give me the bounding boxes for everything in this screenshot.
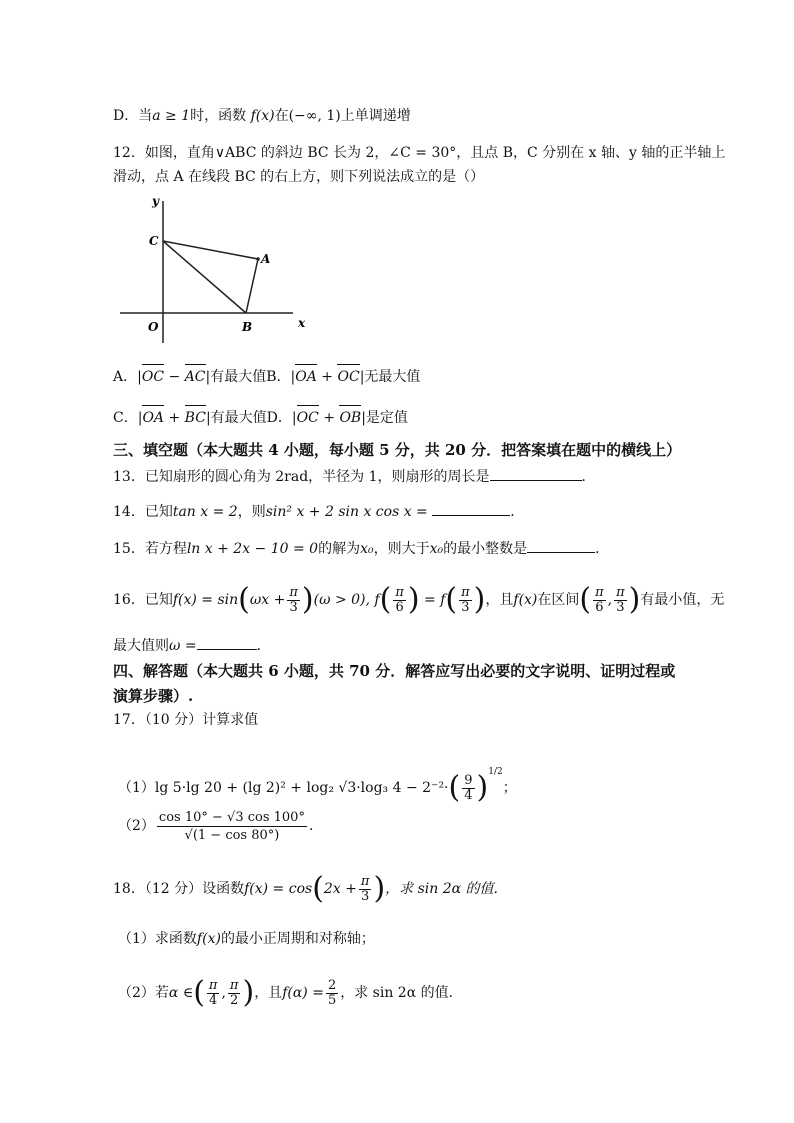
condition: a ≥ 1 xyxy=(152,108,191,124)
numerator: π xyxy=(289,584,298,600)
paren: ( xyxy=(448,770,461,805)
section-3-heading: 三、填空题（本大题共 4 小题，每小题 5 分，共 20 分．把答案填在题中的横线上） xyxy=(113,441,682,459)
vector: OA xyxy=(295,369,317,385)
operator: − xyxy=(168,369,181,385)
paren: ( xyxy=(445,582,458,617)
text: ． xyxy=(581,469,596,485)
option-b-text: |无最大值 xyxy=(359,369,421,385)
text: ，求 sin 2α 的值. xyxy=(340,985,454,1001)
answer-blank[interactable] xyxy=(490,466,582,481)
expression: f(α) = xyxy=(282,985,324,1001)
q17-title: 17．（10 分）计算求值 xyxy=(113,712,259,728)
vector: OC xyxy=(337,369,360,385)
answer-blank[interactable] xyxy=(432,501,510,516)
expression: = f xyxy=(424,592,446,608)
numerator: π xyxy=(229,977,239,993)
q18-title xyxy=(113,871,498,906)
point-a xyxy=(256,257,260,261)
option-a-text: |有最大值 xyxy=(205,369,267,385)
variable: x₀ xyxy=(429,541,444,557)
denominator: 6 xyxy=(595,599,604,615)
label-a: A xyxy=(261,252,271,266)
paren: ( xyxy=(312,871,324,906)
vector: OC xyxy=(141,369,165,385)
text: 在 xyxy=(274,108,289,124)
denominator: 4 xyxy=(464,787,473,803)
part-label: （1） xyxy=(118,931,155,947)
q14 xyxy=(113,501,524,522)
denominator: 4 xyxy=(209,992,218,1008)
segment-ca xyxy=(163,241,258,259)
option-d-label: D． xyxy=(266,410,292,426)
q12-stem-line1: 12．如图，直角∨ABC 的斜边 BC 长为 2，∠C = 30°，且点 B，C 分别在 x 轴、y 轴的正半轴上 xyxy=(113,145,726,161)
label-o: O xyxy=(148,320,159,334)
text: 时，函数 xyxy=(190,108,247,124)
part-label: （2） xyxy=(118,985,155,1001)
q15 xyxy=(113,538,609,559)
text: ，则大于 xyxy=(373,541,430,557)
text: 18．（12 分）设函数 xyxy=(113,881,245,897)
numerator: π xyxy=(461,584,470,600)
text: 在区间 xyxy=(537,592,580,608)
q13 xyxy=(113,466,596,487)
segment-ab xyxy=(246,259,258,313)
denominator: √(1 − cos 80°) xyxy=(184,827,280,843)
operator: + xyxy=(321,369,334,385)
segment-bc xyxy=(163,241,246,313)
label-y: y xyxy=(152,194,159,208)
fraction xyxy=(462,774,474,803)
function-f: f(x) xyxy=(250,108,275,124)
numerator: cos 10° − √3 cos 100° xyxy=(158,809,305,825)
text: 15．若方程 xyxy=(113,541,187,557)
text: 的最小正周期和对称轴； xyxy=(220,931,375,947)
variable: ω = xyxy=(169,638,197,654)
text: 16．已知 xyxy=(113,592,173,608)
exponent: 1/2 xyxy=(488,767,503,777)
equation: ln x + 2x − 10 = 0 xyxy=(186,541,319,557)
numerator: 2 xyxy=(327,977,337,993)
expression: ，求 sin 2α 的值. xyxy=(385,881,498,897)
text: 有最小值，无 xyxy=(640,592,725,608)
q11-option-d xyxy=(113,106,411,126)
paren: ) xyxy=(242,975,255,1010)
variable: x₀ xyxy=(360,541,374,557)
text: ，且 xyxy=(485,592,514,608)
text: 的解为 xyxy=(318,541,361,557)
text: ； xyxy=(502,780,517,796)
vector: OC xyxy=(296,410,319,426)
denominator: 3 xyxy=(361,888,370,904)
option-label: D．当 xyxy=(113,108,153,124)
text: 的最小整数是 xyxy=(443,541,528,557)
fraction xyxy=(326,979,338,1008)
q18-part2: （2）若α ∈( $\frac{\pi}{4}$ , $\frac{\pi}{2}$ )，且f(α) = $\frac{2}{5}$ ，求 sin 2α 的值. xyxy=(118,975,454,1010)
paren: ( xyxy=(238,582,250,617)
q18-part1 xyxy=(118,929,375,949)
paren: ) xyxy=(301,582,314,617)
expression: 2x + xyxy=(323,881,357,897)
expression: ωx + xyxy=(249,592,286,608)
numerator: 9 xyxy=(464,772,473,788)
condition: tan x = 2 xyxy=(172,504,238,520)
function-f: f(x) xyxy=(513,592,538,608)
text: ，则 xyxy=(237,504,266,520)
fraction xyxy=(614,586,627,615)
text: ． xyxy=(510,504,525,520)
text: 求函数 xyxy=(154,931,197,947)
fraction xyxy=(393,586,406,615)
function-f: f(x) xyxy=(196,931,221,947)
numerator: π xyxy=(616,584,625,600)
operator: + xyxy=(323,410,335,426)
option-c-text: |有最大值 xyxy=(205,410,267,426)
answer-blank[interactable] xyxy=(197,635,257,650)
text: ，且 xyxy=(254,985,283,1001)
vector: BC xyxy=(184,410,206,426)
paren: ) xyxy=(476,770,489,805)
numerator: π xyxy=(208,977,218,993)
q17-part2 xyxy=(118,808,313,844)
denominator: 3 xyxy=(616,599,625,615)
text: ． xyxy=(256,638,271,654)
label-x: x xyxy=(298,316,306,330)
numerator: π xyxy=(595,584,604,600)
expression: f(x) = cos xyxy=(244,881,313,897)
operator: + xyxy=(168,410,181,426)
part-label: （1） xyxy=(118,780,155,796)
text: 14．已知 xyxy=(113,504,173,520)
text: 最大值则 xyxy=(113,638,169,654)
answer-blank[interactable] xyxy=(527,538,595,553)
section-4-heading-line2: 演算步骤）. xyxy=(113,687,194,705)
fraction xyxy=(287,586,300,615)
paren: ) xyxy=(373,871,386,906)
q12-figure xyxy=(118,193,318,353)
vector: OA xyxy=(142,410,165,426)
q13-text: 13．已知扇形的圆心角为 2rad，半径为 1，则扇形的周长是 xyxy=(113,469,490,485)
text: ． xyxy=(595,541,610,557)
q16-line1: 16．已知f(x) = sin(ωx + $\frac{\pi}{3}$ )(ω > 0), f( $\frac{\pi}{6}$ ) = f( $\frac{\pi}{3}$ )，且f(x)在区间( $\frac{\pi}{6}$ , $\frac{\pi}{3}$ )有最小值，无 xyxy=(113,582,725,617)
option-b-label: B． xyxy=(266,369,291,385)
expression: (ω > 0), f xyxy=(313,592,380,608)
paren: ) xyxy=(407,582,420,617)
text: 若 xyxy=(154,985,169,1001)
paren: ) xyxy=(473,582,486,617)
q12-options-cd: C．|OA + BC|有最大值D．|OC + OB|是定值 xyxy=(113,410,408,426)
fraction xyxy=(157,809,307,844)
text: 上单调递增 xyxy=(340,108,411,124)
numerator: π xyxy=(395,584,404,600)
denominator: 5 xyxy=(327,992,337,1008)
fraction xyxy=(359,875,372,904)
paren: ( xyxy=(193,975,205,1010)
fraction xyxy=(593,586,606,615)
interval: (−∞, 1) xyxy=(288,108,341,124)
option-d-text: |是定值 xyxy=(361,410,408,426)
expression: sin² x + 2 sin x cos x = xyxy=(265,504,428,520)
paren: ) xyxy=(628,582,641,617)
part-label: （2） xyxy=(118,818,155,834)
paren: ( xyxy=(379,582,392,617)
q17-part1 xyxy=(118,757,517,803)
label-c: C xyxy=(149,234,159,248)
option-c-label: C． xyxy=(113,410,138,426)
text: . xyxy=(308,818,314,834)
fraction xyxy=(207,979,220,1008)
option-a-label: A． xyxy=(113,369,138,385)
expression: f(x) = sin xyxy=(172,592,239,608)
section-4-heading-line1: 四、解答题（本大题共 6 小题，共 70 分．解答应写出必要的文字说明、证明过程或 xyxy=(113,662,676,680)
fraction xyxy=(459,586,472,615)
denominator: 2 xyxy=(230,992,239,1008)
denominator: 3 xyxy=(461,599,470,615)
numerator: π xyxy=(360,873,370,889)
expression: α ∈ xyxy=(168,985,194,1001)
denominator: 6 xyxy=(395,599,404,615)
fraction xyxy=(228,979,241,1008)
denominator: 3 xyxy=(289,599,298,615)
expression: lg 5·lg 20 + (lg 2)² + log₂ √3·log₃ 4 − 2⁻²· xyxy=(154,780,449,796)
vector: OB xyxy=(339,410,362,426)
vector: AC xyxy=(184,369,206,385)
q12-stem-line2: 滑动，点 A 在线段 BC 的右上方，则下列说法成立的是（） xyxy=(113,169,485,185)
label-b: B xyxy=(242,320,253,334)
q12-options-ab: A．|OC − AC|有最大值B．|OA + OC|无最大值 xyxy=(113,369,421,385)
paren: ( xyxy=(579,582,592,617)
q16-line2 xyxy=(113,635,271,656)
